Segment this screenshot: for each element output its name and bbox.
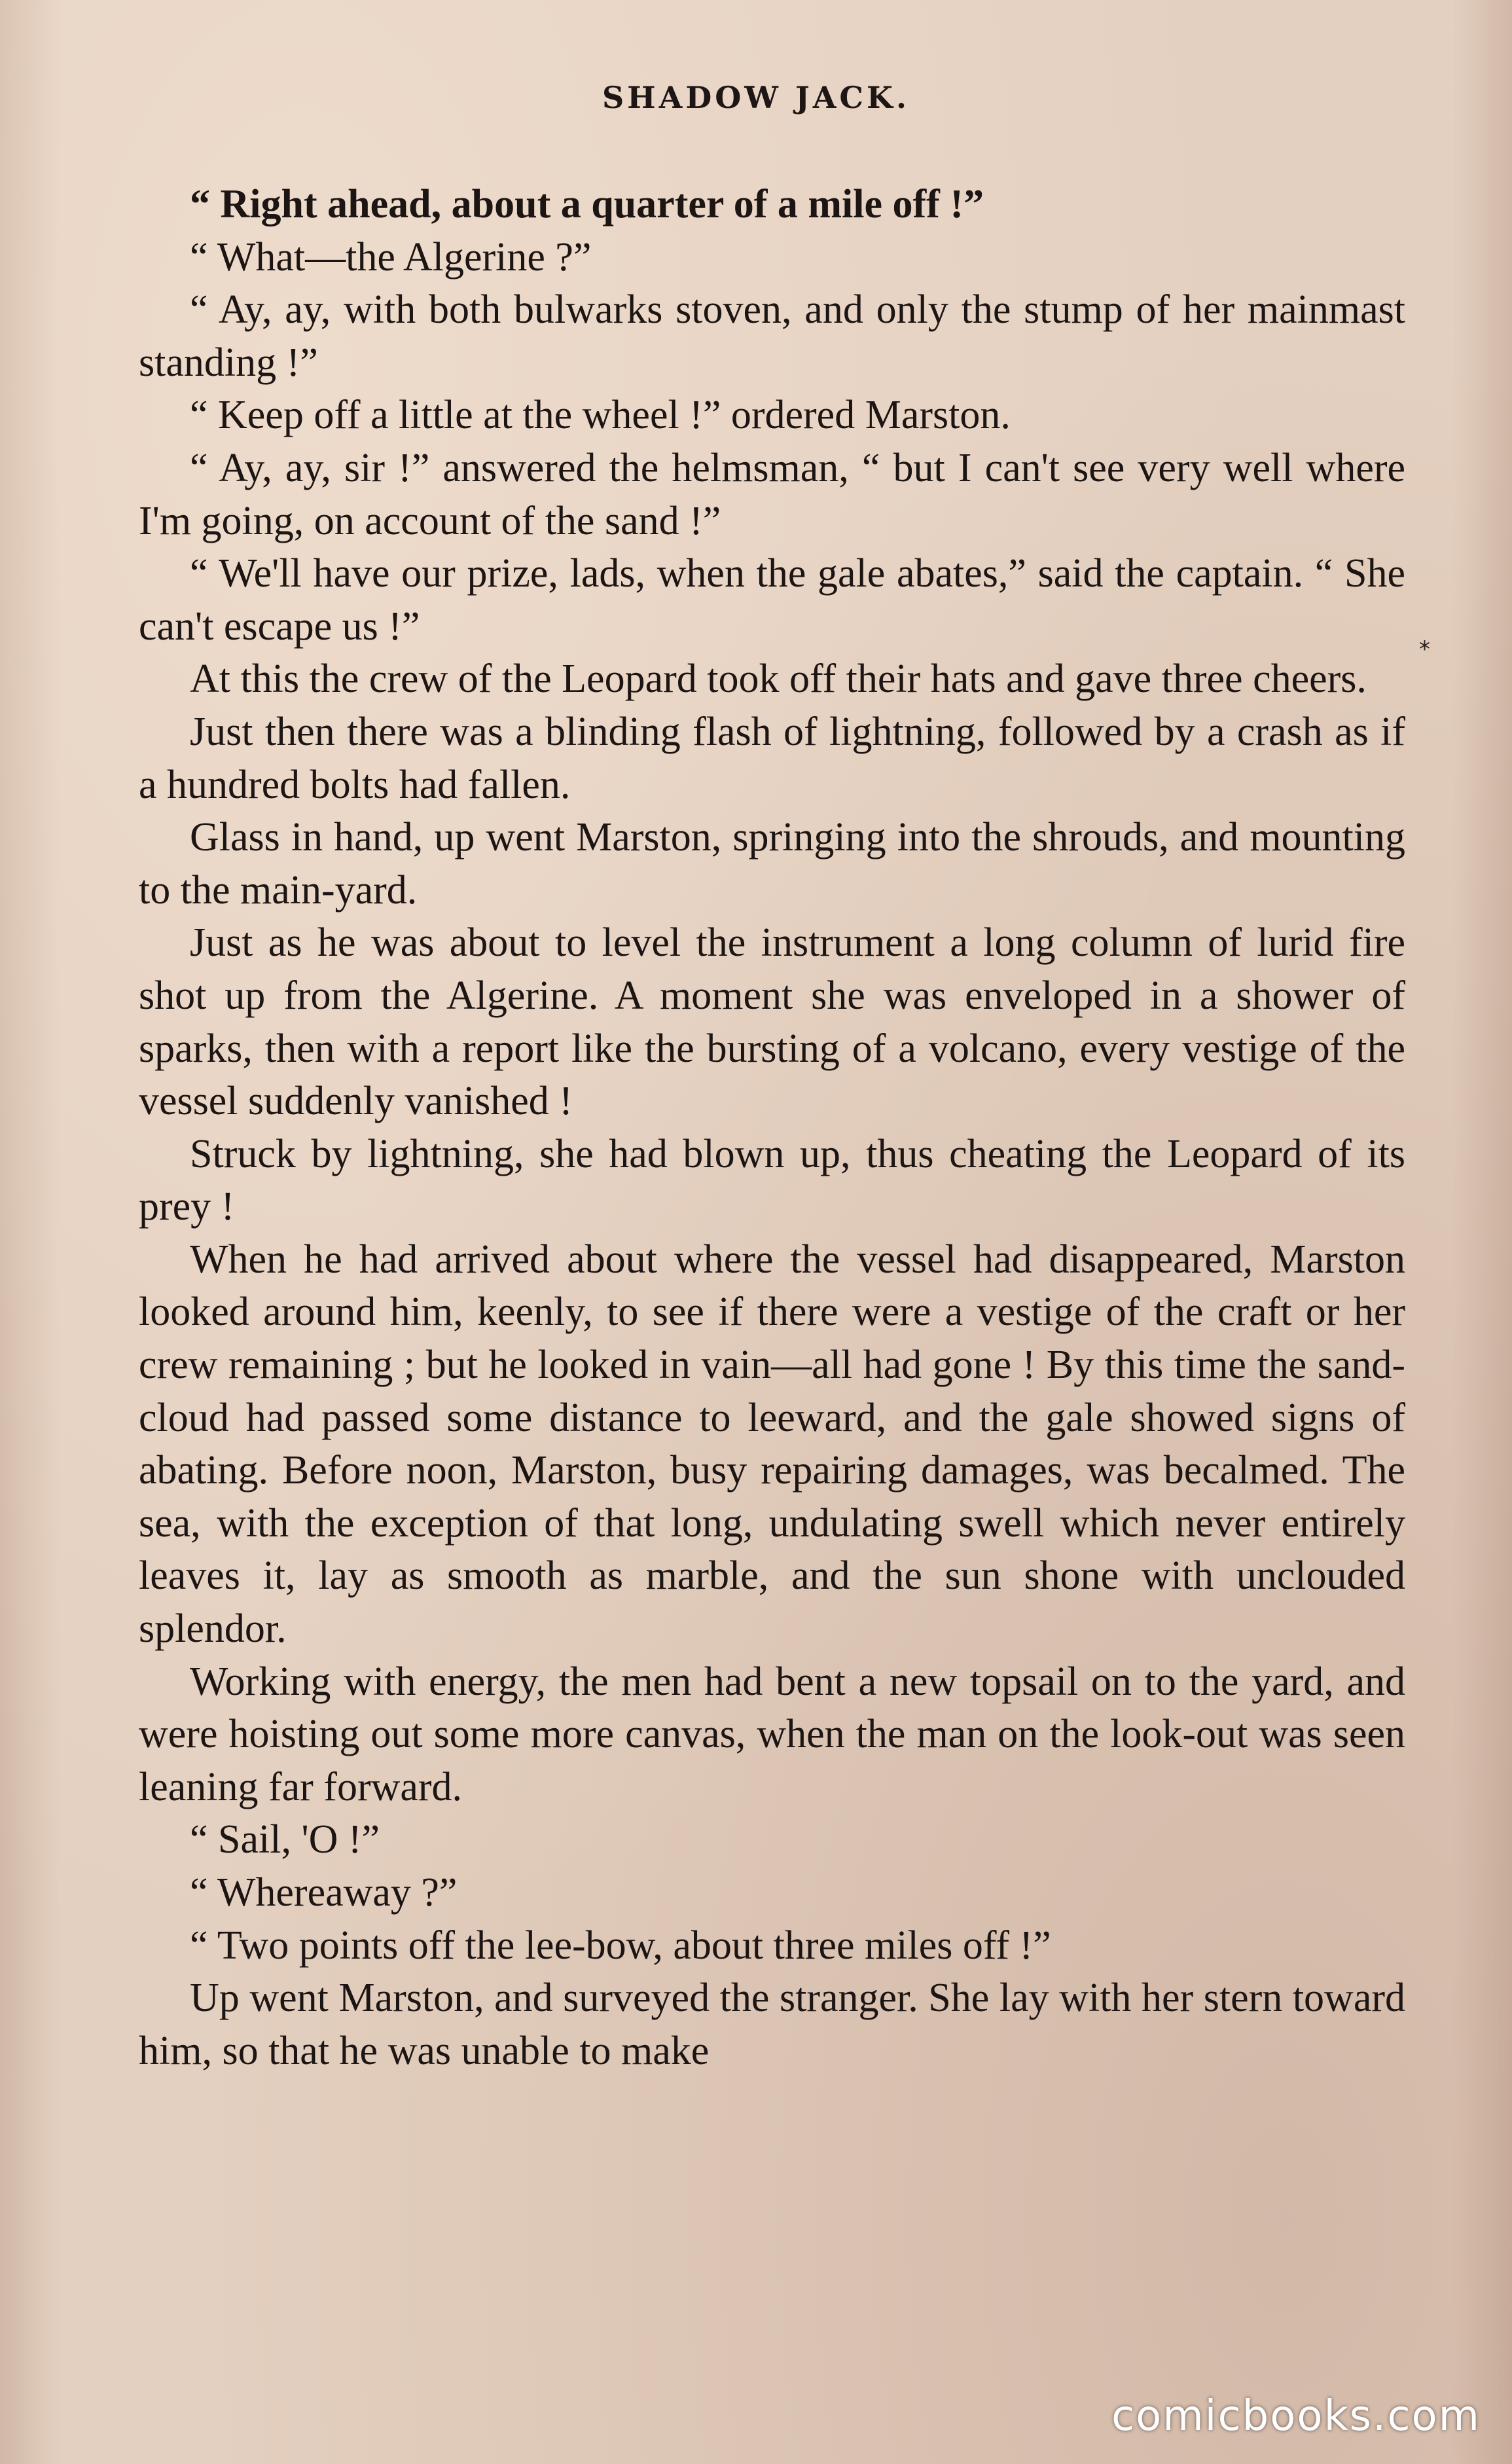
paragraph: “ Sail, 'O !” (190, 1817, 380, 1862)
paragraph: Struck by lightning, she had blown up, thus cheating the Leopard of its prey ! (139, 1131, 1405, 1229)
paragraph: Up went Marston, and surveyed the stranger. She lay with her stern toward him, so that he was unable to make (139, 1976, 1405, 2073)
running-head: SHADOW JACK. (602, 80, 910, 115)
paragraph: “ Two points off the lee-bow, about three miles off !” (190, 1923, 1051, 1968)
paragraph: At this the crew of the Leopard took off their hats and gave three cheers. (190, 657, 1367, 702)
site-watermark: comicbooks.com (1111, 2392, 1481, 2440)
paragraph: “ Ay, ay, with both bulwarks stoven, and only the stump of her mainmast standing !” (139, 287, 1405, 385)
paragraph: “ Keep off a little at the wheel !” ordered Marston. (190, 393, 1011, 438)
paragraph: “ Right ahead, about a quarter of a mile off !” (190, 182, 984, 226)
margin-mark: * (1419, 636, 1430, 662)
paragraph: Just then there was a blinding flash of lightning, followed by a crash as if a hundred bolts had fallen. (139, 709, 1405, 807)
paragraph: When he had arrived about where the vessel had disappeared, Marston looked around him, keenly, to see if there were a vestige of the craft or her crew remaining ; but he looked in vain—all had gone ! By this time the sand-cloud had passed some distance to leeward, and the gale showed signs of abating. Before noon, Marston, busy repairing damages, was becalmed. The sea, with the exception of that long, undulating swell which never entirely leaves it, lay as smooth as marble, and the sun shone with unclouded splendor. (139, 1237, 1405, 1652)
paragraph: Working with energy, the men had bent a new topsail on to the yard, and were hoisting out some more canvas, when the man on the look-out was seen leaning far forward. (139, 1659, 1405, 1809)
paragraph: Just as he was about to level the instrument a long column of lurid fire shot up from the Algerine. A moment she was enveloped in a shower of sparks, then with a report like the bursting of a volcano, every vestige of the vessel suddenly vanished ! (139, 920, 1405, 1124)
paragraph: “ What—the Algerine ?” (190, 234, 592, 280)
paragraph: Glass in hand, up went Marston, springing into the shrouds, and mounting to the main-yard. (139, 815, 1405, 913)
paragraph: “ Whereaway ?” (190, 1870, 458, 1915)
paragraph: “ We'll have our prize, lads, when the gale abates,” said the captain. “ She can't escape us !” (139, 551, 1405, 649)
body-text (139, 178, 1405, 2077)
paragraph: “ Ay, ay, sir !” answered the helmsman, “ but I can't see very well where I'm going, on account of the sand !” (139, 445, 1405, 543)
